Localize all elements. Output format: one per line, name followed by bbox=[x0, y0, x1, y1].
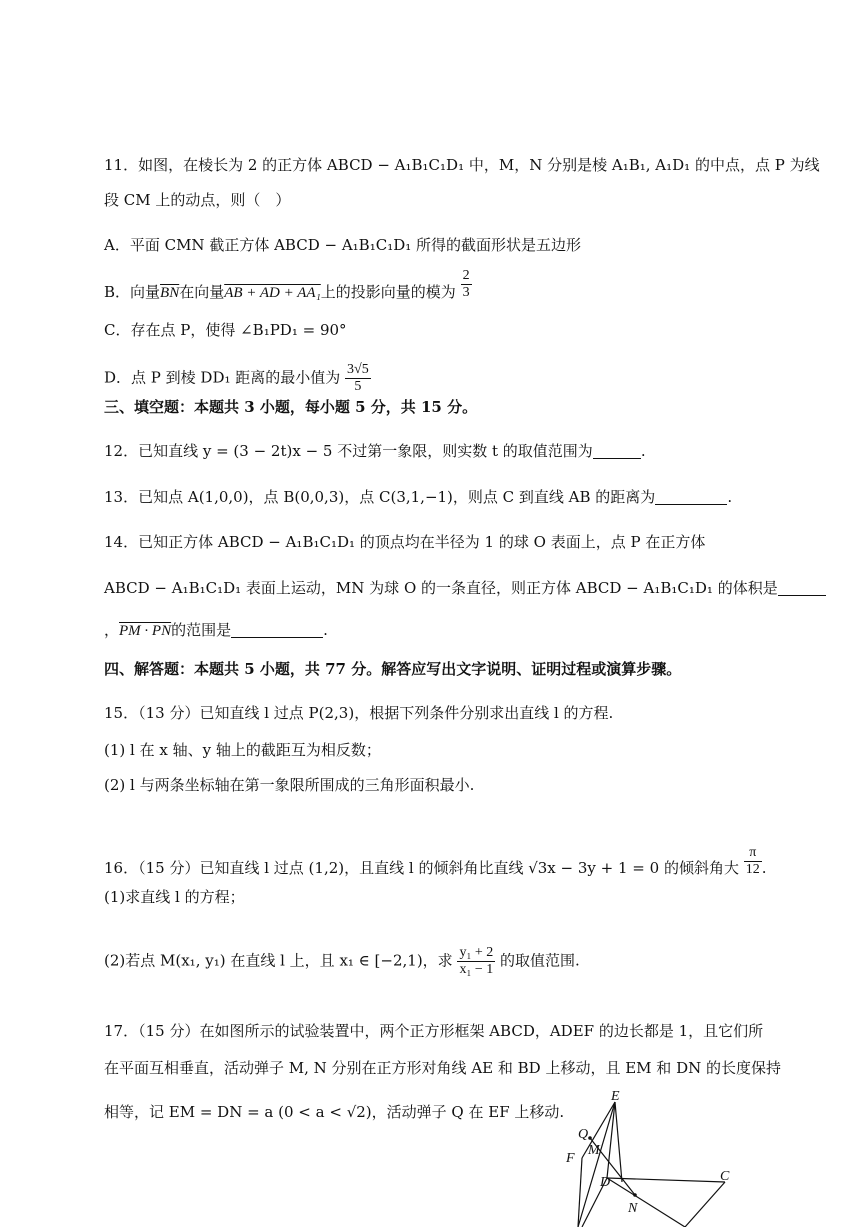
fraction-denominator: 12 bbox=[745, 861, 760, 877]
label-e: E bbox=[611, 1090, 620, 1104]
q14-line2 bbox=[104, 578, 826, 598]
fraction-numerator: 3√5 bbox=[347, 362, 369, 377]
q11-option-b-mid: 在向量 bbox=[179, 283, 225, 301]
fraction-3root5-over-5 bbox=[345, 362, 371, 395]
q11-option-d bbox=[104, 362, 371, 395]
q11-line1: 11．如图，在棱长为 2 的正方体 ABCD − A₁B₁C₁D₁ 中，M，N 分别是棱 A₁B₁, A₁D₁ 的中点，点 P 为线 bbox=[104, 156, 820, 174]
point-n bbox=[633, 1193, 637, 1197]
q17-line3: 相等，记 EM = DN = a (0 < a < √2)，活动弹子 Q 在 EF 上移动. bbox=[104, 1103, 565, 1121]
answer-blank bbox=[593, 444, 641, 459]
q16-line2: (1)求直线 l 的方程； bbox=[104, 888, 245, 906]
q16-line3-post: 的取值范围. bbox=[500, 951, 580, 970]
q16-line3-text: (2)若点 M(x₁, y₁) 在直线 l 上，且 x₁ ∈ [−2,1)，求 bbox=[104, 951, 453, 970]
q11-option-b-post: 上的投影向量的模为 bbox=[320, 283, 456, 301]
edge-e-back bbox=[615, 1102, 622, 1182]
q13-text: 13．已知点 A(1,0,0)，点 B(0,0,3)，点 C(3,1,−1)，则点 C 到直线 AB 的距离为 bbox=[104, 488, 656, 506]
q11-line2: 段 CM 上的动点，则（ ） bbox=[104, 191, 291, 209]
fraction-two-thirds bbox=[461, 268, 472, 301]
section-4-heading: 四、解答题：本题共 5 小题，共 77 分。解答应写出文字说明、证明过程或演算步骤。 bbox=[104, 660, 682, 678]
answer-blank bbox=[655, 490, 727, 505]
q16-line1-text: 16．（15 分）已知直线 l 过点 (1,2)，且直线 l 的倾斜角比直线 √3x − 3y + 1 = 0 的倾斜角大 bbox=[104, 859, 739, 877]
fraction-denominator: 5 bbox=[354, 379, 362, 394]
q15-line1: 15．（13 分）已知直线 l 过点 P(2,3)，根据下列条件分别求出直线 l 的方程. bbox=[104, 704, 614, 722]
vector-bn: $\overline{BN}$ bbox=[160, 285, 180, 301]
q16-line1: 16．（15 分）已知直线 l 过点 (1,2)，且直线 l 的倾斜角比直线 √3x − 3y + 1 = 0 的倾斜角大 $\frac{\pi}{12}$ . bbox=[104, 844, 767, 877]
q14-line3-post: 的范围是 bbox=[171, 621, 232, 639]
label-m: M bbox=[588, 1143, 600, 1158]
point-m bbox=[588, 1136, 592, 1140]
label-c: C bbox=[720, 1169, 730, 1184]
label-q: Q bbox=[578, 1127, 589, 1142]
edge-cb bbox=[685, 1182, 725, 1227]
diagonal-bd bbox=[607, 1178, 685, 1227]
fraction-numerator: 2 bbox=[462, 267, 470, 283]
q11-option-b-prefix: B．向量 bbox=[104, 283, 161, 301]
fraction-denominator: 3 bbox=[462, 284, 470, 300]
label-n: N bbox=[628, 1201, 638, 1216]
q11-option-b bbox=[104, 267, 472, 303]
q15-line2: (1) l 在 x 轴、y 轴上的截距互为相反数； bbox=[104, 741, 381, 759]
fraction-pi-over-12 bbox=[744, 845, 762, 878]
answer-blank bbox=[231, 623, 323, 638]
fraction-numerator: y₁ + 2 bbox=[459, 945, 494, 960]
fraction-y-over-x bbox=[457, 945, 495, 978]
fraction-denominator: x₁ − 1 bbox=[459, 962, 494, 977]
answer-blank bbox=[778, 581, 826, 596]
q17-line1: 17．（15 分）在如图所示的试验装置中，两个正方形框架 ABCD，ADEF 的边长都是 1，且它们所 bbox=[104, 1022, 764, 1040]
experiment-figure bbox=[560, 1090, 780, 1227]
q16-line3 bbox=[104, 945, 580, 978]
q14-line3: ，PM · PN的范围是 . bbox=[104, 621, 328, 639]
label-f: F bbox=[566, 1151, 575, 1166]
label-d: D bbox=[600, 1175, 611, 1190]
q11-option-a: A．平面 CMN 截正方体 ABCD − A₁B₁C₁D₁ 所得的截面形状是五边形 bbox=[104, 236, 582, 254]
fraction-numerator: π bbox=[744, 845, 762, 862]
section-3-heading: 三、填空题：本题共 3 小题，每小题 5 分，共 15 分。 bbox=[104, 398, 478, 416]
q11-option-d-prefix: D．点 P 到棱 DD₁ 距离的最小值为 bbox=[104, 368, 341, 387]
q11-option-c: C．存在点 P，使得 ∠B₁PD₁ = 90° bbox=[104, 321, 347, 339]
q12: 12．已知直线 y = (3 − 2t)x − 5 不过第一象限，则实数 t 的取值范围为 . bbox=[104, 442, 646, 460]
q17-line2: 在平面互相垂直，活动弹子 M, N 分别在正方形对角线 AE 和 BD 上移动，且 EM 和 DN 的长度保持 bbox=[104, 1059, 781, 1077]
q13: 13．已知点 A(1,0,0)，点 B(0,0,3)，点 C(3,1,−1)，则点 C 到直线 AB 的距离为 . bbox=[104, 488, 733, 506]
q14-line1: 14．已知正方体 ABCD − A₁B₁C₁D₁ 的顶点均在半径为 1 的球 O 表面上，点 P 在正方体 bbox=[104, 533, 706, 551]
q14-line2-text: ABCD − A₁B₁C₁D₁ 表面上运动，MN 为球 O 的一条直径，则正方体 ABCD − A₁B₁C₁D₁ 的体积是 bbox=[104, 579, 778, 597]
vector-sum: AB + AD + AA₁ bbox=[224, 285, 321, 301]
q12-text: 12．已知直线 y = (3 − 2t)x − 5 不过第一象限，则实数 t 的取值范围为 bbox=[104, 442, 593, 460]
q15-line3: (2) l 与两条坐标轴在第一象限所围成的三角形面积最小. bbox=[104, 776, 475, 794]
diagonal-ae bbox=[578, 1102, 615, 1227]
q14-line3-prefix: ， bbox=[104, 621, 120, 639]
vector-dot-product: PM · PN bbox=[119, 623, 172, 639]
